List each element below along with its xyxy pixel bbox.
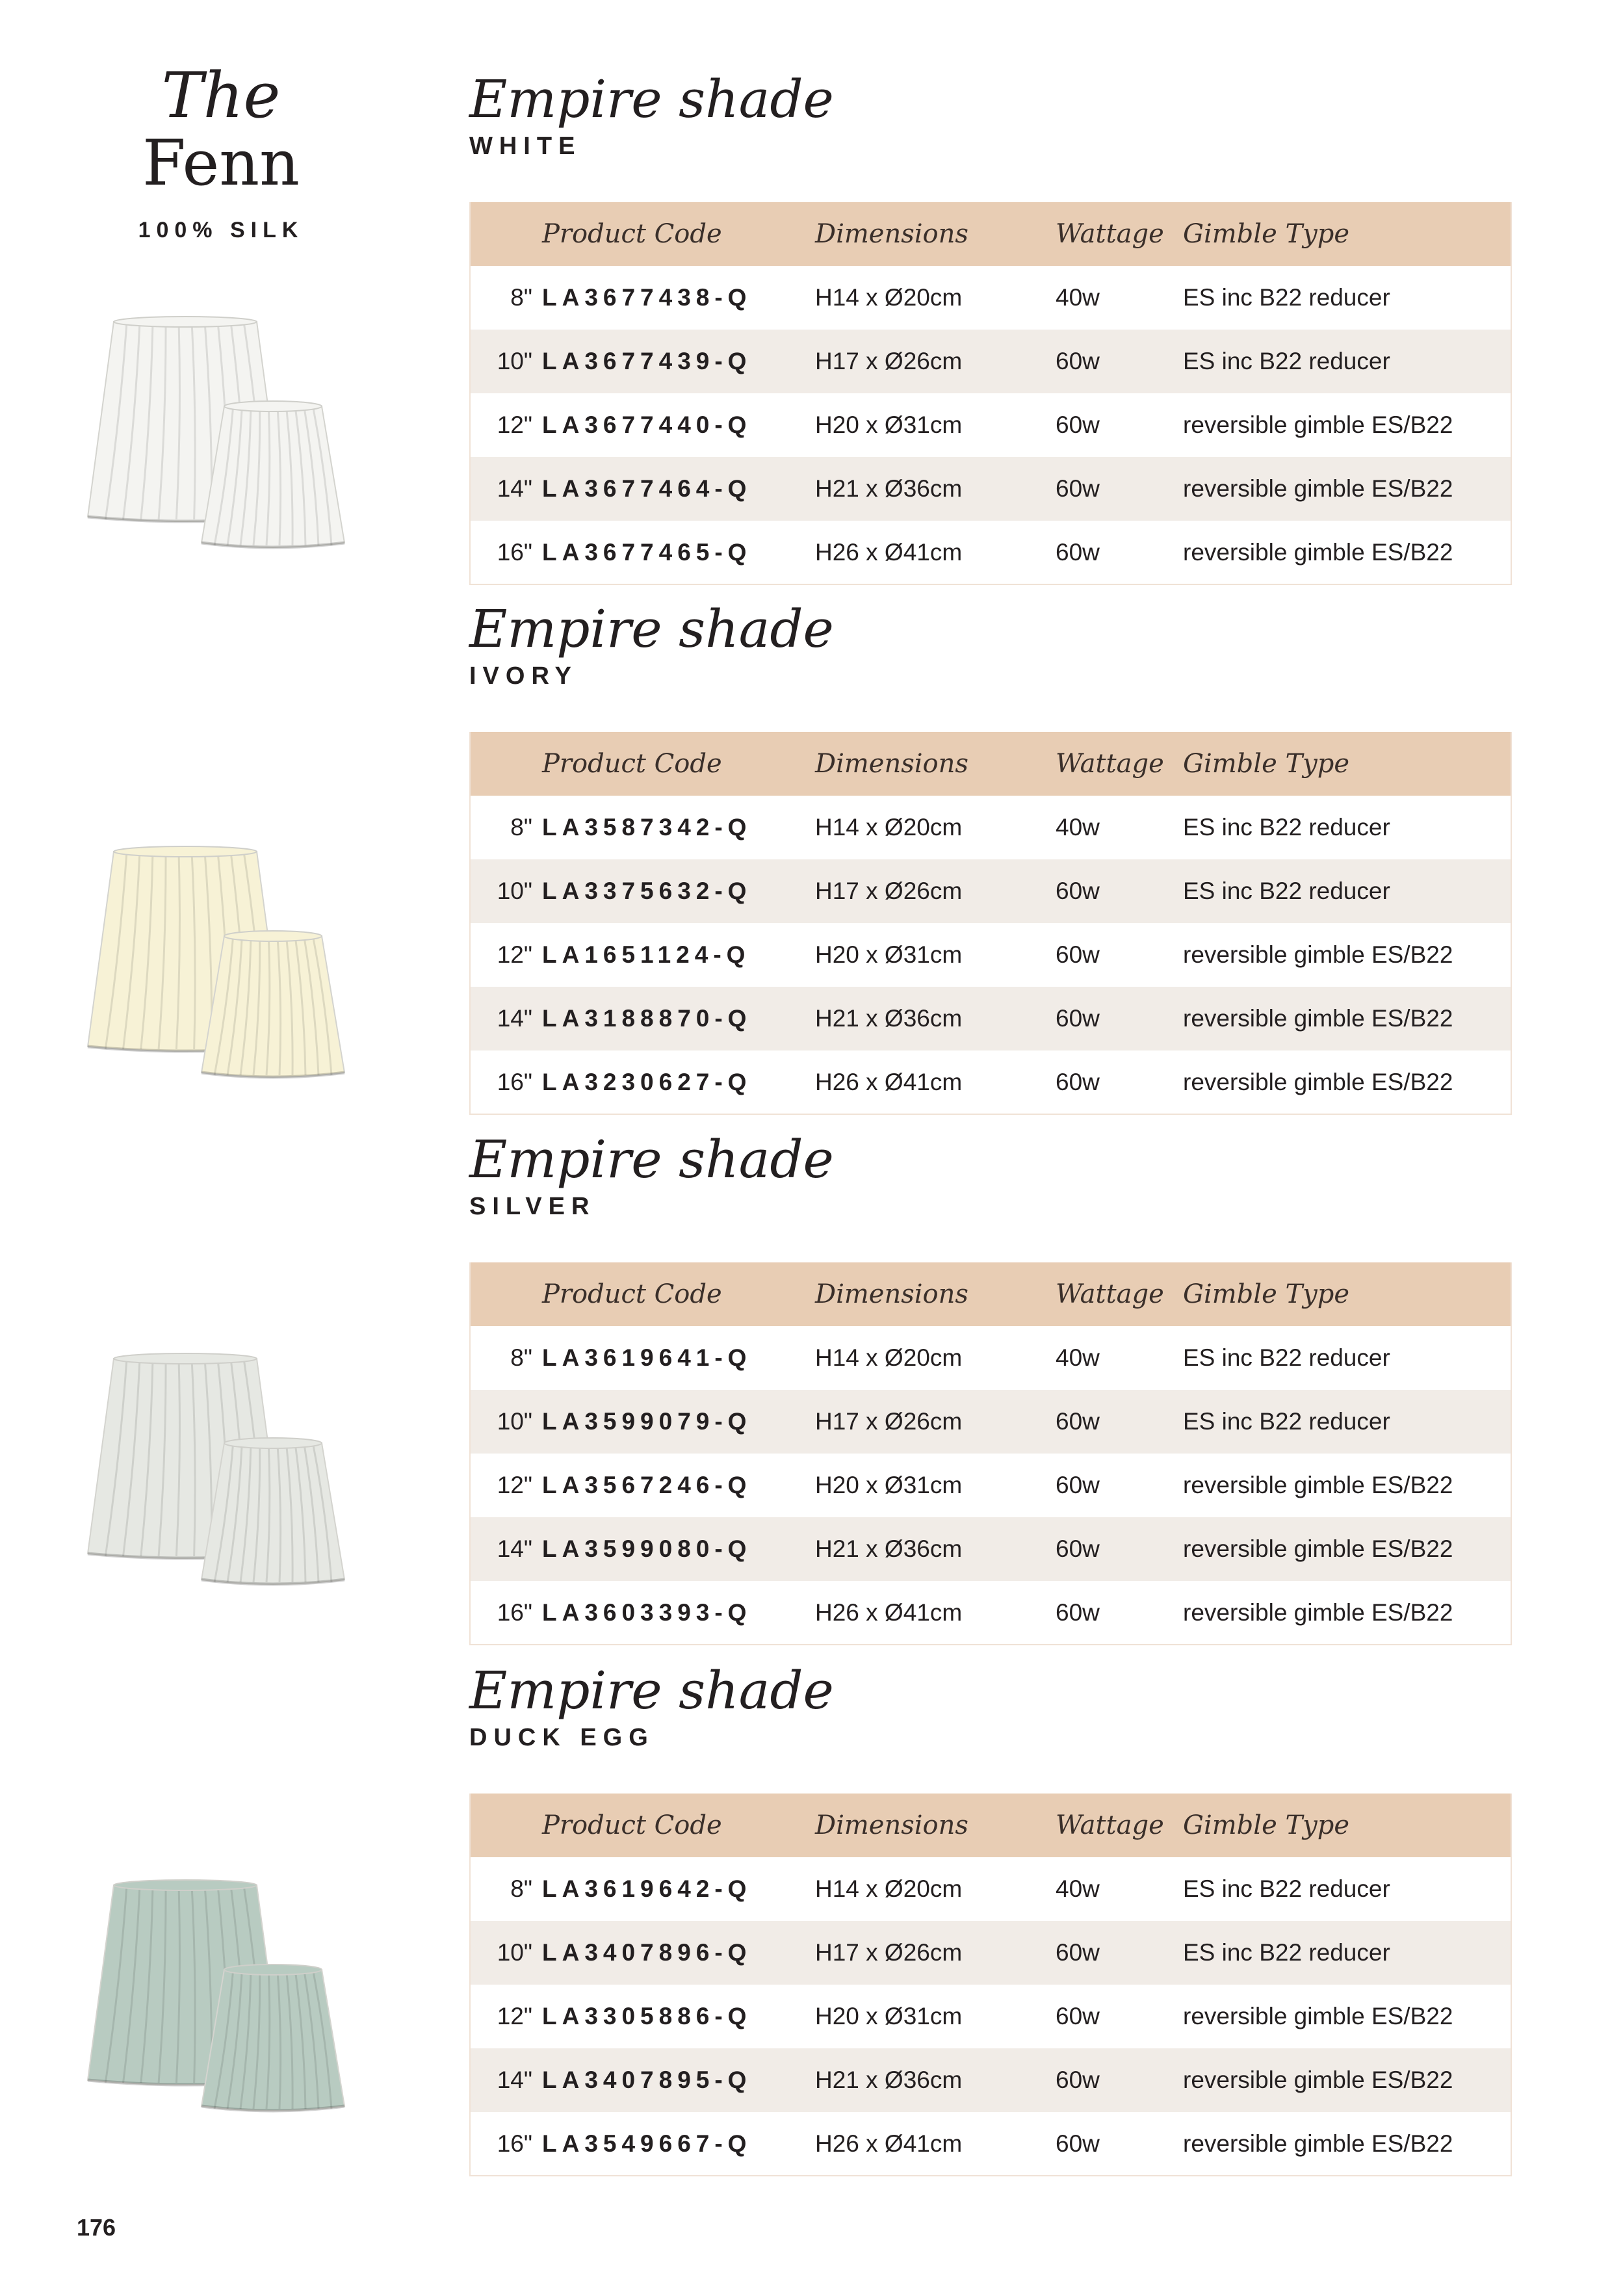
table-header-row	[470, 732, 1511, 796]
cell-product-code: LA3603393-Q	[542, 1598, 752, 1626]
cell-size: 12"	[497, 411, 532, 438]
cell-product-code: LA1651124-Q	[542, 941, 751, 968]
cell-product-code: LA3677464-Q	[542, 475, 752, 502]
cell-size: 12"	[497, 941, 532, 968]
cell-wattage: 60w	[1056, 1408, 1100, 1435]
section-colour: SILVER	[469, 1193, 596, 1220]
cell-wattage: 60w	[1056, 1472, 1100, 1498]
page-number: 176	[77, 2214, 116, 2241]
cell-gimble-type: reversible gimble ES/B22	[1183, 1068, 1453, 1095]
cell-dimensions: H14 x Ø20cm	[815, 284, 963, 311]
lampshade-white-image	[84, 309, 357, 569]
section-ivory	[469, 598, 1511, 1095]
spec-table	[469, 202, 1512, 585]
header-gimble-type: Gimble Type	[1183, 1279, 1350, 1309]
header-size	[470, 732, 541, 796]
cell-gimble-type: ES inc B22 reducer	[1183, 1875, 1390, 1902]
cell-size: 8"	[510, 814, 532, 841]
cell-product-code: LA3407896-Q	[542, 1939, 752, 1966]
section-title: Empire shade	[469, 599, 834, 659]
section-colour: DUCK EGG	[469, 1724, 655, 1751]
cell-gimble-type: reversible gimble ES/B22	[1183, 2003, 1453, 2029]
cell-dimensions: H17 x Ø26cm	[815, 1408, 963, 1435]
cell-wattage: 60w	[1056, 2067, 1100, 2093]
header-product-code: Product Code	[542, 1279, 722, 1309]
header-product-code: Product Code	[542, 219, 722, 249]
cell-wattage: 40w	[1056, 1875, 1100, 1902]
section-title: Empire shade	[469, 1660, 834, 1721]
cell-gimble-type: reversible gimble ES/B22	[1183, 538, 1453, 566]
table-row	[470, 1985, 1511, 2048]
lampshade-duck-egg-image	[84, 1872, 357, 2132]
cell-wattage: 40w	[1056, 284, 1100, 311]
header-wattage: Wattage	[1056, 1810, 1164, 1840]
table-row	[470, 2048, 1511, 2112]
cell-dimensions: H21 x Ø36cm	[815, 1535, 963, 1562]
table-row	[470, 521, 1511, 584]
cell-product-code: LA3230627-Q	[542, 1068, 752, 1095]
cell-gimble-type: reversible gimble ES/B22	[1183, 1472, 1453, 1498]
section-title: Empire shade	[469, 69, 834, 129]
lampshade-silver-image	[84, 1346, 357, 1606]
cell-size: 10"	[497, 1408, 532, 1435]
cell-product-code: LA3677465-Q	[542, 538, 752, 566]
cell-product-code: LA3549667-Q	[542, 2130, 752, 2157]
cell-gimble-type: reversible gimble ES/B22	[1183, 2067, 1453, 2093]
cell-product-code: LA3407895-Q	[542, 2067, 752, 2093]
cell-product-code: LA3677439-Q	[542, 348, 752, 374]
cell-wattage: 60w	[1056, 2130, 1100, 2157]
cell-wattage: 60w	[1056, 348, 1100, 374]
table-row	[470, 859, 1511, 923]
cell-gimble-type: reversible gimble ES/B22	[1183, 411, 1453, 438]
cell-product-code: LA3599080-Q	[542, 1535, 752, 1562]
header-size	[470, 1794, 541, 1857]
section-silver	[469, 1128, 1511, 1626]
section-colour: IVORY	[469, 662, 578, 690]
table-row	[470, 1326, 1511, 1390]
cell-size: 16"	[497, 1598, 532, 1626]
cell-dimensions: H17 x Ø26cm	[815, 348, 963, 374]
cell-product-code: LA3305886-Q	[542, 2003, 752, 2029]
brand-title-fenn: Fenn	[142, 127, 300, 200]
cell-gimble-type: ES inc B22 reducer	[1183, 1408, 1390, 1435]
spec-table	[469, 732, 1512, 1115]
cell-gimble-type: reversible gimble ES/B22	[1183, 1535, 1453, 1562]
cell-dimensions: H21 x Ø36cm	[815, 475, 963, 502]
header-product-code: Product Code	[542, 749, 722, 779]
cell-size: 12"	[497, 2003, 532, 2029]
lampshade-ivory-image	[84, 839, 357, 1099]
table-row	[470, 1921, 1511, 1985]
cell-dimensions: H17 x Ø26cm	[815, 878, 963, 904]
cell-dimensions: H26 x Ø41cm	[815, 538, 963, 566]
cell-wattage: 60w	[1056, 1535, 1100, 1562]
cell-wattage: 60w	[1056, 941, 1100, 968]
cell-size: 10"	[497, 878, 532, 904]
header-wattage: Wattage	[1056, 749, 1164, 779]
header-wattage: Wattage	[1056, 1279, 1164, 1309]
header-gimble-type: Gimble Type	[1183, 1810, 1350, 1840]
cell-dimensions: H14 x Ø20cm	[815, 1344, 963, 1371]
cell-gimble-type: ES inc B22 reducer	[1183, 348, 1390, 374]
cell-gimble-type: reversible gimble ES/B22	[1183, 2130, 1453, 2157]
header-wattage: Wattage	[1056, 219, 1164, 249]
table-row	[470, 2112, 1511, 2176]
cell-size: 16"	[497, 538, 532, 566]
cell-wattage: 40w	[1056, 814, 1100, 841]
section-title: Empire shade	[469, 1129, 834, 1190]
cell-size: 14"	[497, 475, 532, 502]
table-row	[470, 266, 1511, 330]
table-row	[470, 393, 1511, 457]
table-row	[470, 330, 1511, 393]
brand-block	[39, 59, 403, 243]
cell-wattage: 60w	[1056, 1598, 1100, 1626]
cell-size: 14"	[497, 1535, 532, 1562]
table-row	[470, 923, 1511, 987]
header-dimensions: Dimensions	[815, 219, 968, 249]
header-dimensions: Dimensions	[815, 1810, 968, 1840]
cell-gimble-type: reversible gimble ES/B22	[1183, 1598, 1453, 1626]
cell-size: 8"	[510, 1344, 532, 1371]
cell-wattage: 40w	[1056, 1344, 1100, 1371]
cell-dimensions: H14 x Ø20cm	[815, 1875, 963, 1902]
cell-dimensions: H26 x Ø41cm	[815, 1598, 963, 1626]
cell-size: 8"	[510, 284, 532, 311]
cell-product-code: LA3599079-Q	[542, 1408, 752, 1435]
cell-product-code: LA3375632-Q	[542, 878, 752, 904]
cell-size: 8"	[510, 1875, 532, 1902]
cell-product-code: LA3188870-Q	[542, 1005, 752, 1032]
header-product-code: Product Code	[542, 1810, 722, 1840]
cell-product-code: LA3619641-Q	[542, 1344, 752, 1371]
cell-wattage: 60w	[1056, 538, 1100, 566]
cell-dimensions: H26 x Ø41cm	[815, 2130, 963, 2157]
cell-dimensions: H26 x Ø41cm	[815, 1068, 963, 1095]
cell-product-code: LA3677438-Q	[542, 284, 752, 311]
cell-wattage: 60w	[1056, 475, 1100, 502]
header-dimensions: Dimensions	[815, 1279, 968, 1309]
cell-dimensions: H21 x Ø36cm	[815, 2067, 963, 2093]
section-colour: WHITE	[469, 133, 582, 160]
table-row	[470, 1857, 1511, 1921]
cell-size: 10"	[497, 348, 532, 374]
table-row	[470, 796, 1511, 859]
cell-dimensions: H20 x Ø31cm	[815, 941, 963, 968]
cell-dimensions: H20 x Ø31cm	[815, 411, 963, 438]
cell-gimble-type: ES inc B22 reducer	[1183, 284, 1390, 311]
spec-table	[469, 1262, 1512, 1645]
header-gimble-type: Gimble Type	[1183, 219, 1350, 249]
table-row	[470, 1050, 1511, 1114]
section-duck-egg	[469, 1660, 1511, 2157]
table-row	[470, 1390, 1511, 1454]
cell-product-code: LA3587342-Q	[542, 814, 752, 841]
cell-gimble-type: ES inc B22 reducer	[1183, 814, 1390, 841]
table-row	[470, 1454, 1511, 1517]
cell-gimble-type: ES inc B22 reducer	[1183, 878, 1390, 904]
spec-table	[469, 1794, 1512, 2176]
cell-dimensions: H21 x Ø36cm	[815, 1005, 963, 1032]
cell-dimensions: H20 x Ø31cm	[815, 1472, 963, 1498]
cell-dimensions: H20 x Ø31cm	[815, 2003, 963, 2029]
cell-size: 14"	[497, 1005, 532, 1032]
cell-product-code: LA3567246-Q	[542, 1472, 752, 1498]
section-white	[469, 68, 1511, 566]
cell-dimensions: H17 x Ø26cm	[815, 1939, 963, 1966]
cell-wattage: 60w	[1056, 878, 1100, 904]
header-dimensions: Dimensions	[815, 749, 968, 779]
cell-gimble-type: ES inc B22 reducer	[1183, 1939, 1390, 1966]
header-size	[470, 202, 541, 266]
cell-product-code: LA3677440-Q	[542, 411, 752, 438]
brand-subtitle: 100% SILK	[138, 218, 304, 242]
table-row	[470, 1517, 1511, 1581]
cell-gimble-type: reversible gimble ES/B22	[1183, 941, 1453, 968]
cell-wattage: 60w	[1056, 2003, 1100, 2029]
table-header-row	[470, 1262, 1511, 1326]
cell-size: 14"	[497, 2067, 532, 2093]
header-gimble-type: Gimble Type	[1183, 749, 1350, 779]
header-size	[470, 1262, 541, 1326]
cell-wattage: 60w	[1056, 411, 1100, 438]
table-header-row	[470, 202, 1511, 266]
cell-wattage: 60w	[1056, 1939, 1100, 1966]
table-row	[470, 457, 1511, 521]
cell-gimble-type: reversible gimble ES/B22	[1183, 475, 1453, 502]
brand-title-the: The	[161, 59, 281, 132]
cell-size: 12"	[497, 1472, 532, 1498]
cell-gimble-type: reversible gimble ES/B22	[1183, 1005, 1453, 1032]
cell-size: 16"	[497, 2130, 532, 2157]
cell-gimble-type: ES inc B22 reducer	[1183, 1344, 1390, 1371]
table-row	[470, 1581, 1511, 1645]
table-row	[470, 987, 1511, 1050]
cell-dimensions: H14 x Ø20cm	[815, 814, 963, 841]
cell-wattage: 60w	[1056, 1005, 1100, 1032]
cell-size: 10"	[497, 1939, 532, 1966]
cell-wattage: 60w	[1056, 1068, 1100, 1095]
table-header-row	[470, 1794, 1511, 1857]
cell-product-code: LA3619642-Q	[542, 1875, 752, 1902]
cell-size: 16"	[497, 1068, 532, 1095]
